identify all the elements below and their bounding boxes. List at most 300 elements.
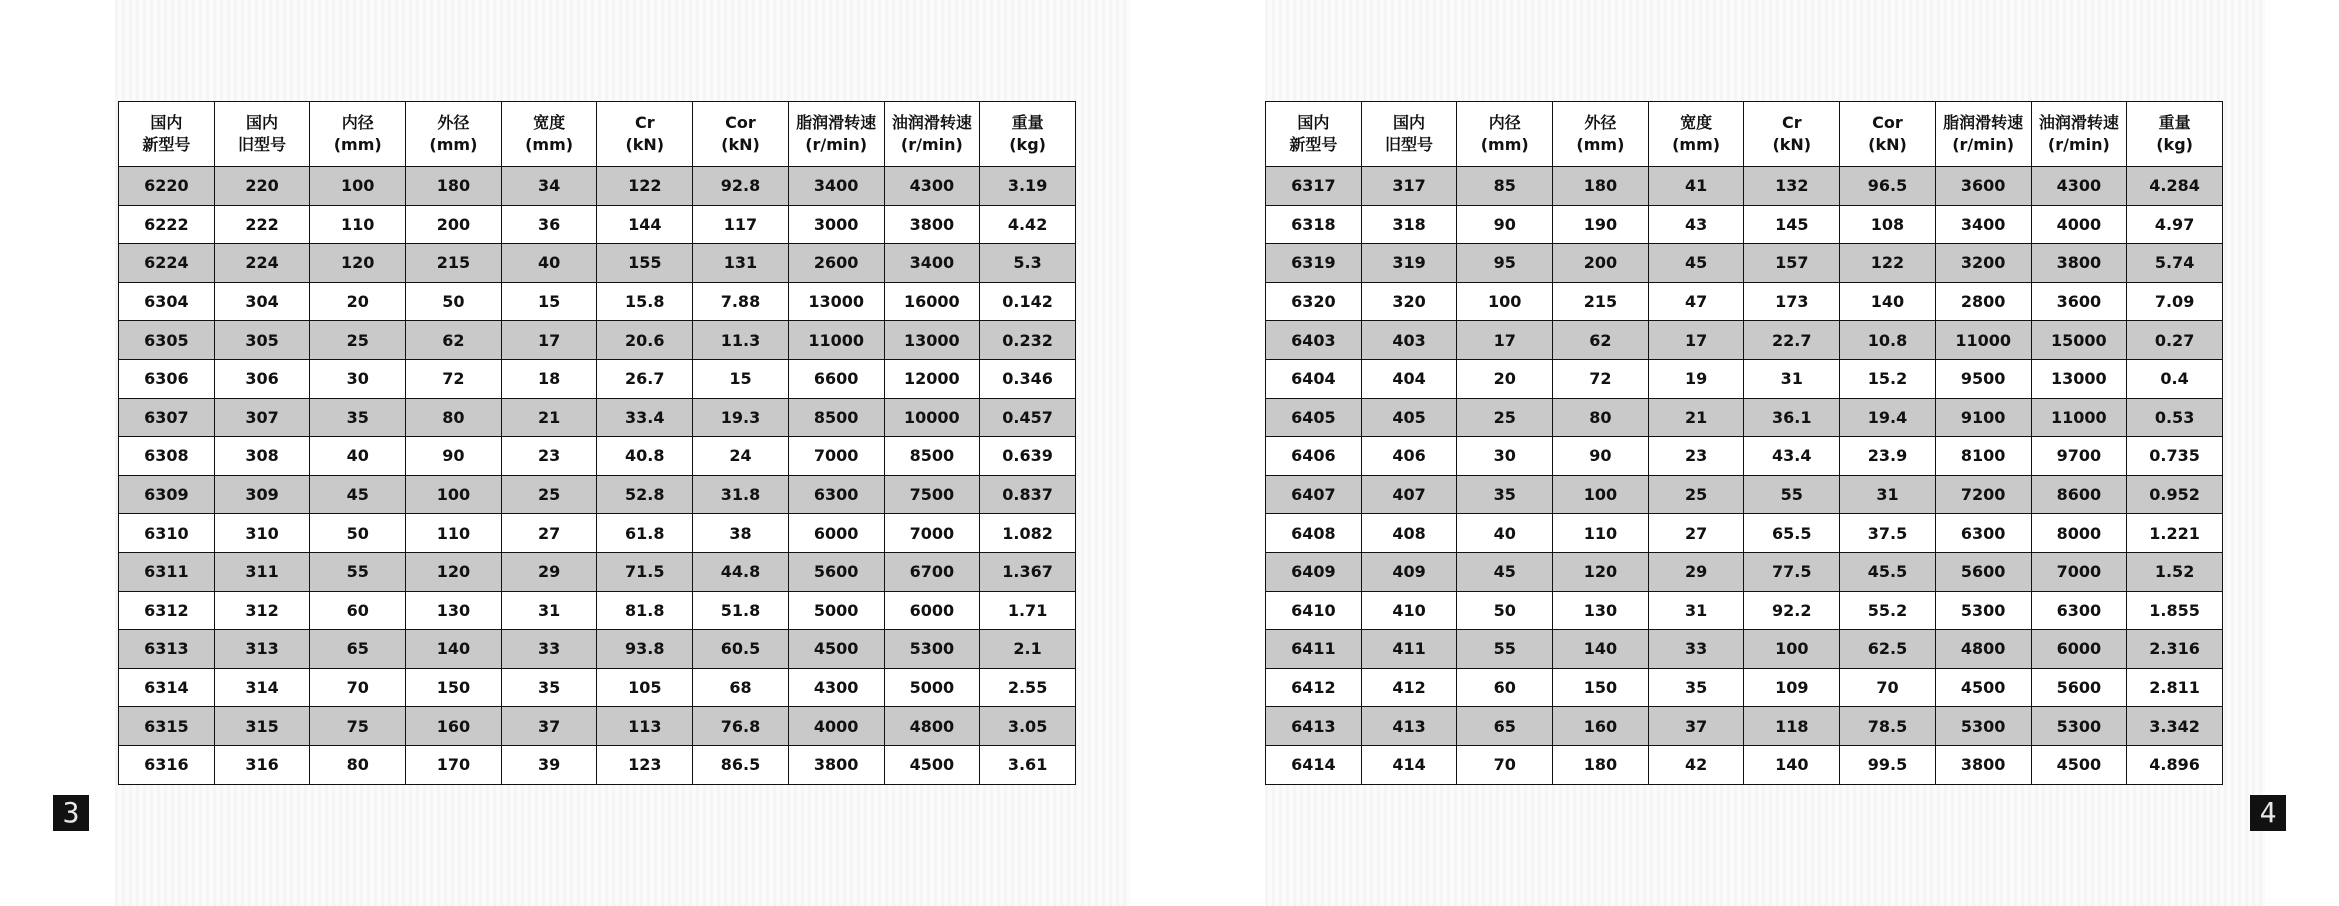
table-cell: 31	[1648, 591, 1744, 630]
column-header-line1: 宽度	[1680, 113, 1713, 132]
table-cell: 150	[1553, 668, 1649, 707]
column-header-line2: (kN)	[1772, 135, 1812, 154]
table-cell: 62	[1553, 321, 1649, 360]
column-header-line1: 油润滑转速	[891, 113, 972, 132]
column-header	[1361, 102, 1457, 167]
table-cell: 0.4	[2127, 359, 2223, 398]
table-cell: 8500	[884, 437, 980, 476]
table-cell: 3800	[2031, 244, 2127, 283]
table-cell: 85	[1457, 167, 1553, 206]
table-cell: 316	[214, 745, 310, 784]
table-cell: 7.88	[693, 282, 789, 321]
table-cell: 15.2	[1840, 359, 1936, 398]
table-cell: 7200	[1935, 475, 2031, 514]
table-cell: 3800	[884, 205, 980, 244]
table-cell: 33.4	[597, 398, 693, 437]
table-cell: 78.5	[1840, 707, 1936, 746]
table-cell: 39	[501, 745, 597, 784]
table-cell: 130	[1553, 591, 1649, 630]
table-row	[1266, 552, 2223, 591]
table-cell: 17	[501, 321, 597, 360]
table-cell: 80	[310, 745, 406, 784]
table-cell: 224	[214, 244, 310, 283]
table-cell: 60.5	[693, 630, 789, 669]
table-cell: 29	[501, 552, 597, 591]
table-cell: 315	[214, 707, 310, 746]
table-cell: 6700	[884, 552, 980, 591]
table-cell: 118	[1744, 707, 1840, 746]
column-header-line1: 国内	[150, 113, 183, 132]
column-header-line1: 外径	[437, 113, 470, 132]
table-cell: 9500	[1935, 359, 2031, 398]
table-cell: 43.4	[1744, 437, 1840, 476]
table-cell: 80	[1553, 398, 1649, 437]
table-cell: 410	[1361, 591, 1457, 630]
table-cell: 52.8	[597, 475, 693, 514]
table-cell: 10.8	[1840, 321, 1936, 360]
table-cell: 413	[1361, 707, 1457, 746]
table-cell: 6408	[1266, 514, 1362, 553]
table-cell: 414	[1361, 745, 1457, 784]
table-cell: 1.855	[2127, 591, 2223, 630]
table-cell: 6407	[1266, 475, 1362, 514]
table-cell: 25	[1648, 475, 1744, 514]
table-cell: 27	[501, 514, 597, 553]
table-cell: 33	[1648, 630, 1744, 669]
table-cell: 6317	[1266, 167, 1362, 206]
table-cell: 4.97	[2127, 205, 2223, 244]
table-cell: 0.232	[980, 321, 1076, 360]
table-cell: 122	[1840, 244, 1936, 283]
table-row	[1266, 668, 2223, 707]
table-cell: 3200	[1935, 244, 2031, 283]
table-cell: 65	[1457, 707, 1553, 746]
table-cell: 6312	[119, 591, 215, 630]
table-cell: 92.8	[693, 167, 789, 206]
table-cell: 42	[1648, 745, 1744, 784]
table-cell: 6000	[2031, 630, 2127, 669]
column-header-line2: (r/min)	[2047, 135, 2110, 154]
table-cell: 0.27	[2127, 321, 2223, 360]
table-cell: 4800	[1935, 630, 2031, 669]
table-row	[119, 591, 1076, 630]
column-header-line1: Cor	[725, 113, 756, 132]
table-cell: 8100	[1935, 437, 2031, 476]
column-header	[1744, 102, 1840, 167]
table-cell: 8500	[788, 398, 884, 437]
table-cell: 110	[406, 514, 502, 553]
table-cell: 6305	[119, 321, 215, 360]
table-cell: 412	[1361, 668, 1457, 707]
table-cell: 120	[406, 552, 502, 591]
table-cell: 4500	[2031, 745, 2127, 784]
table-cell: 90	[1457, 205, 1553, 244]
table-cell: 305	[214, 321, 310, 360]
table-cell: 92.2	[1744, 591, 1840, 630]
table-cell: 0.735	[2127, 437, 2223, 476]
table-cell: 25	[1457, 398, 1553, 437]
table-cell: 407	[1361, 475, 1457, 514]
table-cell: 20	[1457, 359, 1553, 398]
table-row	[119, 359, 1076, 398]
column-header-line1: Cor	[1872, 113, 1903, 132]
table-cell: 27	[1648, 514, 1744, 553]
table-cell: 40	[310, 437, 406, 476]
table-cell: 2.316	[2127, 630, 2223, 669]
table-cell: 4000	[2031, 205, 2127, 244]
table-cell: 23.9	[1840, 437, 1936, 476]
table-cell: 105	[597, 668, 693, 707]
table-cell: 11000	[1935, 321, 2031, 360]
table-cell: 4500	[788, 630, 884, 669]
table-cell: 33	[501, 630, 597, 669]
table-cell: 100	[406, 475, 502, 514]
table-cell: 5.3	[980, 244, 1076, 283]
table-cell: 155	[597, 244, 693, 283]
table-row	[1266, 398, 2223, 437]
table-row	[119, 205, 1076, 244]
table-row	[1266, 359, 2223, 398]
table-cell: 0.639	[980, 437, 1076, 476]
table-cell: 4300	[2031, 167, 2127, 206]
table-cell: 55	[1744, 475, 1840, 514]
table-cell: 16000	[884, 282, 980, 321]
table-row	[119, 668, 1076, 707]
table-cell: 6310	[119, 514, 215, 553]
table-cell: 13000	[788, 282, 884, 321]
table-cell: 62	[406, 321, 502, 360]
table-cell: 411	[1361, 630, 1457, 669]
table-row	[119, 282, 1076, 321]
table-cell: 55	[310, 552, 406, 591]
table-cell: 81.8	[597, 591, 693, 630]
table-cell: 220	[214, 167, 310, 206]
table-row	[119, 707, 1076, 746]
table-cell: 0.53	[2127, 398, 2223, 437]
table-cell: 15	[693, 359, 789, 398]
column-header	[980, 102, 1076, 167]
table-cell: 6315	[119, 707, 215, 746]
table-cell: 3600	[1935, 167, 2031, 206]
table-cell: 22.7	[1744, 321, 1840, 360]
table-cell: 45	[1457, 552, 1553, 591]
table-cell: 6300	[1935, 514, 2031, 553]
column-header-line1: 油润滑转速	[2038, 113, 2119, 132]
column-header-line1: Cr	[1781, 113, 1802, 132]
table-cell: 109	[1744, 668, 1840, 707]
table-cell: 30	[1457, 437, 1553, 476]
table-row	[1266, 745, 2223, 784]
table-cell: 100	[1744, 630, 1840, 669]
column-header	[2031, 102, 2127, 167]
table-cell: 222	[214, 205, 310, 244]
table-cell: 6313	[119, 630, 215, 669]
table-cell: 7500	[884, 475, 980, 514]
table-cell: 312	[214, 591, 310, 630]
table-cell: 20	[310, 282, 406, 321]
table-cell: 10000	[884, 398, 980, 437]
table-cell: 5000	[884, 668, 980, 707]
table-cell: 6307	[119, 398, 215, 437]
table-cell: 1.221	[2127, 514, 2223, 553]
table-cell: 6308	[119, 437, 215, 476]
table-cell: 319	[1361, 244, 1457, 283]
table-cell: 50	[310, 514, 406, 553]
column-header-line2: (kN)	[625, 135, 665, 154]
table-cell: 65	[310, 630, 406, 669]
table-row	[119, 630, 1076, 669]
table-cell: 26.7	[597, 359, 693, 398]
table-cell: 311	[214, 552, 310, 591]
table-cell: 108	[1840, 205, 1936, 244]
header-row	[1266, 102, 2223, 167]
bearing-spec-table-left	[118, 101, 1076, 785]
table-cell: 160	[1553, 707, 1649, 746]
table-cell: 6222	[119, 205, 215, 244]
table-cell: 314	[214, 668, 310, 707]
table-cell: 215	[406, 244, 502, 283]
table-cell: 5300	[1935, 707, 2031, 746]
column-header-line2: (r/min)	[900, 135, 963, 154]
table-row	[119, 514, 1076, 553]
table-cell: 15	[501, 282, 597, 321]
table-cell: 24	[693, 437, 789, 476]
table-cell: 80	[406, 398, 502, 437]
table-cell: 43	[1648, 205, 1744, 244]
table-cell: 61.8	[597, 514, 693, 553]
table-cell: 7.09	[2127, 282, 2223, 321]
table-cell: 13000	[2031, 359, 2127, 398]
column-header-line1: 内径	[341, 113, 374, 132]
column-header	[214, 102, 310, 167]
table-cell: 304	[214, 282, 310, 321]
column-header-line1: 国内	[246, 113, 279, 132]
table-cell: 1.71	[980, 591, 1076, 630]
table-cell: 18	[501, 359, 597, 398]
table-cell: 140	[1553, 630, 1649, 669]
table-cell: 6406	[1266, 437, 1362, 476]
table-cell: 308	[214, 437, 310, 476]
table-cell: 0.346	[980, 359, 1076, 398]
table-cell: 100	[1457, 282, 1553, 321]
table-cell: 55	[1457, 630, 1553, 669]
table-cell: 9100	[1935, 398, 2031, 437]
column-header	[310, 102, 406, 167]
column-header	[2127, 102, 2223, 167]
column-header-line1: 宽度	[533, 113, 566, 132]
table-cell: 7000	[2031, 552, 2127, 591]
table-cell: 406	[1361, 437, 1457, 476]
table-cell: 6319	[1266, 244, 1362, 283]
table-cell: 5600	[1935, 552, 2031, 591]
column-header-line2: (mm)	[525, 135, 574, 154]
table-cell: 6300	[2031, 591, 2127, 630]
table-cell: 3000	[788, 205, 884, 244]
table-cell: 6412	[1266, 668, 1362, 707]
table-cell: 37.5	[1840, 514, 1936, 553]
table-cell: 122	[597, 167, 693, 206]
table-cell: 200	[1553, 244, 1649, 283]
table-cell: 70	[310, 668, 406, 707]
table-cell: 77.5	[1744, 552, 1840, 591]
table-cell: 6224	[119, 244, 215, 283]
table-cell: 5600	[2031, 668, 2127, 707]
table-cell: 47	[1648, 282, 1744, 321]
table-cell: 5300	[2031, 707, 2127, 746]
table-cell: 86.5	[693, 745, 789, 784]
table-cell: 6306	[119, 359, 215, 398]
table-cell: 3.19	[980, 167, 1076, 206]
table-cell: 145	[1744, 205, 1840, 244]
table-cell: 31	[1840, 475, 1936, 514]
table-cell: 405	[1361, 398, 1457, 437]
table-cell: 35	[310, 398, 406, 437]
table-cell: 5.74	[2127, 244, 2223, 283]
table-cell: 307	[214, 398, 310, 437]
table-cell: 60	[310, 591, 406, 630]
table-cell: 8000	[2031, 514, 2127, 553]
table-cell: 6220	[119, 167, 215, 206]
table-cell: 12000	[884, 359, 980, 398]
table-cell: 4500	[884, 745, 980, 784]
column-header	[406, 102, 502, 167]
table-cell: 99.5	[1840, 745, 1936, 784]
table-cell: 50	[1457, 591, 1553, 630]
column-header-line2: (kg)	[2156, 135, 2193, 154]
table-cell: 6405	[1266, 398, 1362, 437]
table-cell: 72	[406, 359, 502, 398]
table-cell: 200	[406, 205, 502, 244]
column-header-line2: 旧型号	[1385, 135, 1434, 154]
table-cell: 7000	[788, 437, 884, 476]
table-cell: 6320	[1266, 282, 1362, 321]
table-cell: 180	[1553, 745, 1649, 784]
column-header-line1: 重量	[2158, 113, 2191, 132]
table-cell: 9700	[2031, 437, 2127, 476]
column-header-line2: (r/min)	[805, 135, 868, 154]
header-row	[119, 102, 1076, 167]
column-header-line1: 国内	[1393, 113, 1426, 132]
table-cell: 70	[1457, 745, 1553, 784]
column-header-line2: (kN)	[1868, 135, 1907, 154]
table-cell: 96.5	[1840, 167, 1936, 206]
table-cell: 150	[406, 668, 502, 707]
table-cell: 130	[406, 591, 502, 630]
table-row	[119, 745, 1076, 784]
table-cell: 140	[406, 630, 502, 669]
table-cell: 29	[1648, 552, 1744, 591]
table-cell: 3800	[788, 745, 884, 784]
table-cell: 17	[1457, 321, 1553, 360]
page-number-right: 4	[2250, 795, 2286, 831]
table-cell: 6000	[884, 591, 980, 630]
table-cell: 404	[1361, 359, 1457, 398]
table-cell: 6000	[788, 514, 884, 553]
table-cell: 3800	[1935, 745, 2031, 784]
table-cell: 123	[597, 745, 693, 784]
table-cell: 1.52	[2127, 552, 2223, 591]
table-cell: 100	[1553, 475, 1649, 514]
table-cell: 40	[1457, 514, 1553, 553]
column-header-line2: 旧型号	[238, 135, 287, 154]
table-row	[1266, 630, 2223, 669]
table-cell: 75	[310, 707, 406, 746]
table-cell: 65.5	[1744, 514, 1840, 553]
table-cell: 0.952	[2127, 475, 2223, 514]
table-cell: 6403	[1266, 321, 1362, 360]
table-cell: 15.8	[597, 282, 693, 321]
table-cell: 131	[693, 244, 789, 283]
table-cell: 4300	[788, 668, 884, 707]
table-cell: 93.8	[597, 630, 693, 669]
column-header-line2: 新型号	[1289, 135, 1338, 154]
column-header	[1935, 102, 2031, 167]
table-cell: 17	[1648, 321, 1744, 360]
table-row	[119, 167, 1076, 206]
column-header-line2: (mm)	[333, 135, 382, 154]
table-row	[1266, 707, 2223, 746]
table-cell: 4800	[884, 707, 980, 746]
table-cell: 173	[1744, 282, 1840, 321]
table-cell: 68	[693, 668, 789, 707]
table-cell: 23	[1648, 437, 1744, 476]
table-cell: 51.8	[693, 591, 789, 630]
table-cell: 37	[1648, 707, 1744, 746]
table-cell: 70	[1840, 668, 1936, 707]
table-row	[1266, 321, 2223, 360]
column-header-line2: (mm)	[1672, 135, 1721, 154]
table-cell: 0.142	[980, 282, 1076, 321]
table-cell: 6411	[1266, 630, 1362, 669]
table-cell: 40	[501, 244, 597, 283]
table-cell: 36	[501, 205, 597, 244]
table-row	[1266, 205, 2223, 244]
table-cell: 180	[1553, 167, 1649, 206]
table-cell: 90	[1553, 437, 1649, 476]
table-cell: 45	[310, 475, 406, 514]
table-cell: 2800	[1935, 282, 2031, 321]
page-number-left: 3	[53, 795, 89, 831]
table-cell: 60	[1457, 668, 1553, 707]
table-cell: 6304	[119, 282, 215, 321]
column-header-line2: (r/min)	[1952, 135, 2015, 154]
column-header	[501, 102, 597, 167]
table-cell: 50	[406, 282, 502, 321]
table-cell: 36.1	[1744, 398, 1840, 437]
table-cell: 95	[1457, 244, 1553, 283]
table-cell: 3.61	[980, 745, 1076, 784]
table-cell: 0.837	[980, 475, 1076, 514]
table-cell: 2.55	[980, 668, 1076, 707]
table-row	[1266, 244, 2223, 283]
table-cell: 21	[501, 398, 597, 437]
table-cell: 19.4	[1840, 398, 1936, 437]
table-cell: 215	[1553, 282, 1649, 321]
table-cell: 5600	[788, 552, 884, 591]
table-row	[1266, 514, 2223, 553]
table-cell: 6404	[1266, 359, 1362, 398]
table-cell: 403	[1361, 321, 1457, 360]
table-cell: 2.1	[980, 630, 1076, 669]
table-cell: 45	[1648, 244, 1744, 283]
table-cell: 37	[501, 707, 597, 746]
column-header-line1: 外径	[1584, 113, 1617, 132]
table-cell: 20.6	[597, 321, 693, 360]
table-cell: 40.8	[597, 437, 693, 476]
table-cell: 30	[310, 359, 406, 398]
table-row	[1266, 591, 2223, 630]
table-cell: 140	[1744, 745, 1840, 784]
